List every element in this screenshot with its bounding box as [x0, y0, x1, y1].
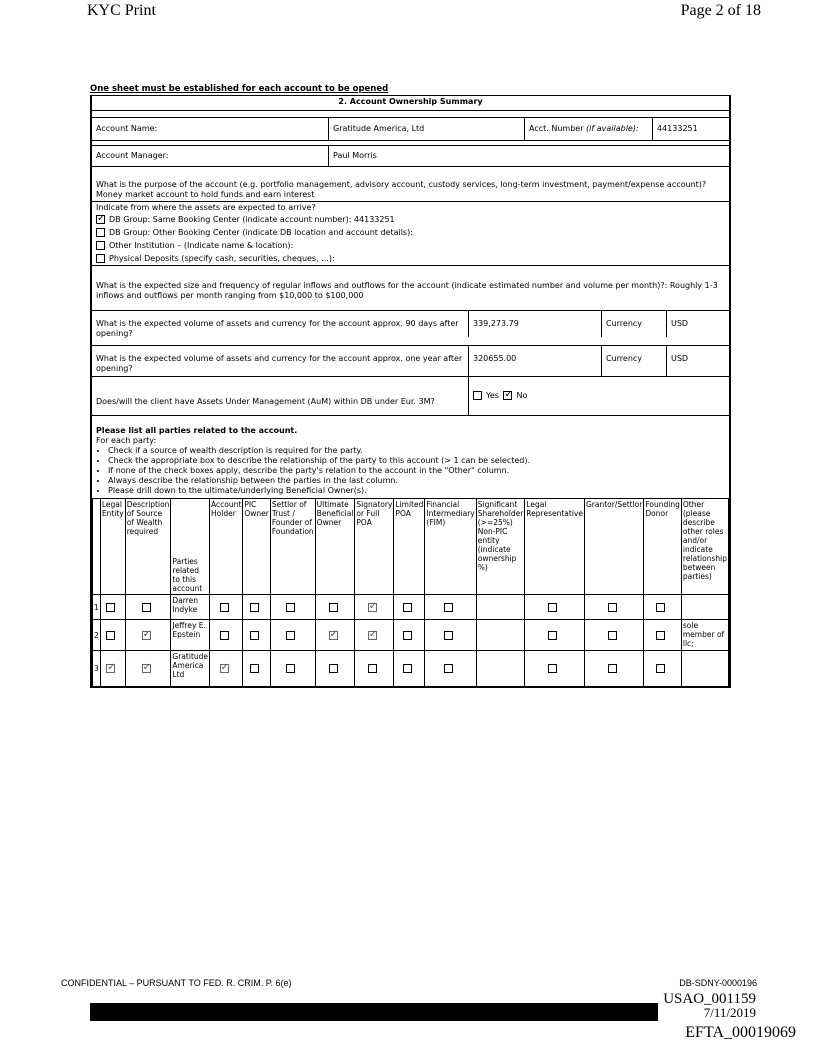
bates-number: DB-SDNY-0000196: [679, 978, 757, 988]
party-checkbox[interactable]: [220, 664, 229, 673]
party-checkbox[interactable]: [444, 603, 453, 612]
asset-option-3-label: Other Institution – (Indicate name & location):: [109, 241, 294, 250]
parties-for-each: For each party:: [96, 436, 157, 445]
party-checkbox[interactable]: [286, 664, 295, 673]
col-header: Limited POA: [394, 499, 425, 595]
vol90-currency-value: USD: [666, 311, 729, 337]
party-cell: [315, 620, 355, 651]
party-row: [93, 620, 729, 651]
col-header: Parties related to this account: [171, 499, 210, 595]
party-checkbox[interactable]: [329, 603, 338, 612]
party-cell: [355, 595, 394, 620]
party-checkbox[interactable]: [548, 603, 557, 612]
party-cell: [584, 595, 643, 620]
manager-value: Paul Morris: [328, 146, 729, 166]
parties-intro: [92, 416, 729, 498]
account-name-value: Gratitude America, Ltd: [328, 118, 524, 140]
account-name-row: [92, 117, 729, 140]
party-cell: [355, 651, 394, 687]
col-header: Ultimate Beneficial Owner: [315, 499, 355, 595]
purpose-row: [92, 166, 729, 201]
asset-option-1: [92, 213, 729, 226]
party-checkbox[interactable]: [142, 631, 151, 640]
parties-bullets: [96, 446, 725, 496]
parties-table: [92, 498, 729, 687]
confidentiality-notice: CONFIDENTIAL – PURSUANT TO FED. R. CRIM. P. 6(e): [61, 978, 292, 988]
parties-bullet: • Check if a source of wealth description is required for the party.: [108, 446, 725, 456]
party-checkbox[interactable]: [403, 631, 412, 640]
party-cell: [425, 651, 476, 687]
redaction-bar: [90, 1003, 658, 1021]
parties-header-row: [93, 499, 729, 595]
party-cell: [243, 620, 271, 651]
form-title: 2. Account Ownership Summary: [92, 96, 729, 111]
purpose-text: What is the purpose of the account (e.g. portfolio management, advisory account, custody services, long-term investment, payment/expense account)? Money market account to hold funds and earn interest: [96, 180, 707, 199]
party-checkbox[interactable]: [368, 603, 377, 612]
col-header: Description of Source of Wealth required: [125, 499, 171, 595]
parties-bullet: • Please drill down to the ultimate/underlying Beneficial Owner(s).: [108, 486, 725, 496]
party-checkbox[interactable]: [548, 664, 557, 673]
party-checkbox[interactable]: [286, 631, 295, 640]
asset-checkbox-2[interactable]: [96, 228, 105, 237]
parties-bullet: • Always describe the relationship between the parties in the last column.: [108, 476, 725, 486]
party-checkbox[interactable]: [444, 631, 453, 640]
aum-yes-checkbox[interactable]: [473, 391, 482, 400]
acct-number-label: [524, 118, 652, 140]
col-header: Legal Representative: [525, 499, 585, 595]
col-header: Financial Intermediary (FIM): [425, 499, 476, 595]
col-header: Other (please describe other roles and/or indicate relationship between parties): [681, 499, 728, 595]
party-cell: [525, 620, 585, 651]
party-checkbox[interactable]: [368, 631, 377, 640]
usao-stamp: USAO_001159: [663, 991, 756, 1007]
party-other: [681, 651, 728, 687]
manager-label: Account Manager:: [96, 151, 169, 160]
party-cell: [100, 620, 125, 651]
party-cell: [644, 620, 682, 651]
party-checkbox[interactable]: [656, 631, 665, 640]
col-header: Signatory or Full POA: [355, 499, 394, 595]
page-number: Page 2 of 18: [680, 2, 761, 19]
form-intro: One sheet must be established for each account to be opened: [90, 84, 389, 94]
party-cell: [315, 595, 355, 620]
col-header: Grantor/Settlor: [584, 499, 643, 595]
party-checkbox[interactable]: [368, 664, 377, 673]
asset-checkbox-3[interactable]: [96, 241, 105, 250]
party-checkbox[interactable]: [656, 664, 665, 673]
party-cell: [584, 620, 643, 651]
party-cell: [584, 651, 643, 687]
party-name: Gratitude America Ltd: [171, 651, 210, 687]
acct-number-note: (if available):: [586, 124, 639, 133]
manager-row: [92, 145, 729, 166]
vol1y-question: What is the expected volume of assets and currency for the account approx. one year after opening?: [96, 354, 463, 373]
asset-checkbox-1[interactable]: [96, 215, 105, 224]
form-box: [90, 95, 731, 688]
party-other: sole member of llc;: [681, 620, 728, 651]
account-name-label: Account Name:: [96, 124, 158, 133]
party-cell: [315, 651, 355, 687]
asset-option-2: [92, 226, 729, 239]
party-checkbox[interactable]: [106, 664, 115, 673]
party-row: [93, 595, 729, 620]
party-name: Darren Indyke: [171, 595, 210, 620]
asset-option-4-label: Physical Deposits (specify cash, securities, cheques, ...):: [109, 254, 335, 263]
col-num-header: [93, 499, 101, 595]
aum-no-checkbox[interactable]: [503, 391, 512, 400]
party-checkbox[interactable]: [329, 664, 338, 673]
party-cell: [394, 620, 425, 651]
party-cell: [644, 595, 682, 620]
party-cell: [270, 595, 315, 620]
party-cell: [425, 595, 476, 620]
col-header: Account Holder: [210, 499, 243, 595]
party-cell: [355, 620, 394, 651]
party-cell: [243, 651, 271, 687]
col-header: PIC Owner: [243, 499, 271, 595]
party-cell: [210, 651, 243, 687]
party-cell: [210, 620, 243, 651]
party-checkbox[interactable]: [220, 603, 229, 612]
party-checkbox[interactable]: [608, 603, 617, 612]
party-row-number: 2: [93, 620, 101, 651]
party-checkbox[interactable]: [329, 631, 338, 640]
acct-number-label-text: Acct. Number: [529, 124, 587, 133]
vol90-question: What is the expected volume of assets and currency for the account approx. 90 days after opening?: [96, 319, 459, 338]
party-other: [681, 595, 728, 620]
party-checkbox[interactable]: [403, 603, 412, 612]
party-cell: [100, 595, 125, 620]
parties-bullet: • Check the appropriate box to describe the relationship of the party to this account (> 1 can be selected).: [108, 456, 725, 466]
aum-row: [92, 376, 729, 415]
vol1y-currency-label: Currency: [601, 346, 666, 376]
party-cell: [425, 620, 476, 651]
acct-number-value: 44133251: [652, 118, 729, 140]
vol90-value: 339,273.79: [468, 311, 601, 337]
party-checkbox[interactable]: [250, 631, 259, 640]
party-checkbox[interactable]: [656, 603, 665, 612]
party-checkbox[interactable]: [608, 631, 617, 640]
party-checkbox[interactable]: [548, 631, 557, 640]
asset-option-2-label: DB Group: Other Booking Center (indicate DB location and account details):: [109, 228, 413, 237]
vol1y-value: 320655.00: [468, 346, 601, 376]
party-cell: [125, 595, 171, 620]
party-cell: [270, 620, 315, 651]
party-checkbox[interactable]: [142, 664, 151, 673]
party-cell: [210, 595, 243, 620]
party-cell: [243, 595, 271, 620]
col-header: Settlor of Trust / Founder of Foundation: [270, 499, 315, 595]
party-cell: [644, 651, 682, 687]
party-cell: [125, 620, 171, 651]
party-cell: [100, 651, 125, 687]
party-cell: [525, 651, 585, 687]
vol90-currency-label: Currency: [601, 311, 666, 337]
aum-no-label: No: [516, 391, 528, 400]
asset-checkbox-4[interactable]: [96, 254, 105, 263]
party-checkbox[interactable]: [286, 603, 295, 612]
stamp-date: 7/11/2019: [703, 1005, 756, 1020]
party-cell: [394, 651, 425, 687]
party-cell: [476, 651, 525, 687]
party-checkbox[interactable]: [106, 631, 115, 640]
asset-option-3: [92, 239, 729, 252]
col-header: Founding Donor: [644, 499, 682, 595]
party-checkbox[interactable]: [220, 631, 229, 640]
aum-options: [468, 377, 729, 415]
party-cell: [476, 620, 525, 651]
col-header: Legal Entity: [100, 499, 125, 595]
party-row-number: 3: [93, 651, 101, 687]
party-checkbox[interactable]: [250, 664, 259, 673]
party-checkbox[interactable]: [142, 603, 151, 612]
asset-option-1-label: DB Group: Same Booking Center (indicate account number): 44133251: [109, 215, 395, 224]
party-checkbox[interactable]: [250, 603, 259, 612]
party-checkbox[interactable]: [444, 664, 453, 673]
parties-section: [92, 415, 729, 687]
party-cell: [394, 595, 425, 620]
party-cell: [476, 595, 525, 620]
vol1y-currency-value: USD: [666, 346, 729, 376]
header-title: KYC Print: [87, 2, 156, 19]
assets-section: [92, 201, 729, 265]
party-row: [93, 651, 729, 687]
efta-stamp: EFTA_00019069: [685, 1024, 796, 1041]
party-checkbox[interactable]: [608, 664, 617, 673]
parties-heading: Please list all parties related to the account.: [96, 426, 298, 435]
party-cell: [270, 651, 315, 687]
assets-question: Indicate from where the assets are expected to arrive?: [96, 203, 316, 212]
aum-question: Does/will the client have Assets Under Management (AuM) within DB under Eur. 3M?: [96, 397, 435, 406]
flows-row: [92, 265, 729, 302]
party-checkbox[interactable]: [403, 664, 412, 673]
col-header: Significant Shareholder (>=25%) Non-PIC entity (indicate ownership %): [476, 499, 525, 595]
party-checkbox[interactable]: [106, 603, 115, 612]
account-ownership-form: [90, 84, 731, 688]
party-row-number: 1: [93, 595, 101, 620]
party-cell: [125, 651, 171, 687]
aum-yes-label: Yes: [486, 391, 499, 400]
party-name: Jeffrey E. Epstein: [171, 620, 210, 651]
flows-text: What is the expected size and frequency of regular inflows and outflows for the account (indicate estimated number and volume per month)?: Roughly 1-3 inflows and outflows per month ranging from $10,000 to $100,000: [96, 281, 718, 300]
party-cell: [525, 595, 585, 620]
vol1y-row: [92, 345, 729, 376]
asset-option-4: [92, 252, 729, 265]
vol90-row: [92, 310, 729, 337]
parties-bullet: • If none of the check boxes apply, describe the party's relation to the account in the "Other" column.: [108, 466, 725, 476]
